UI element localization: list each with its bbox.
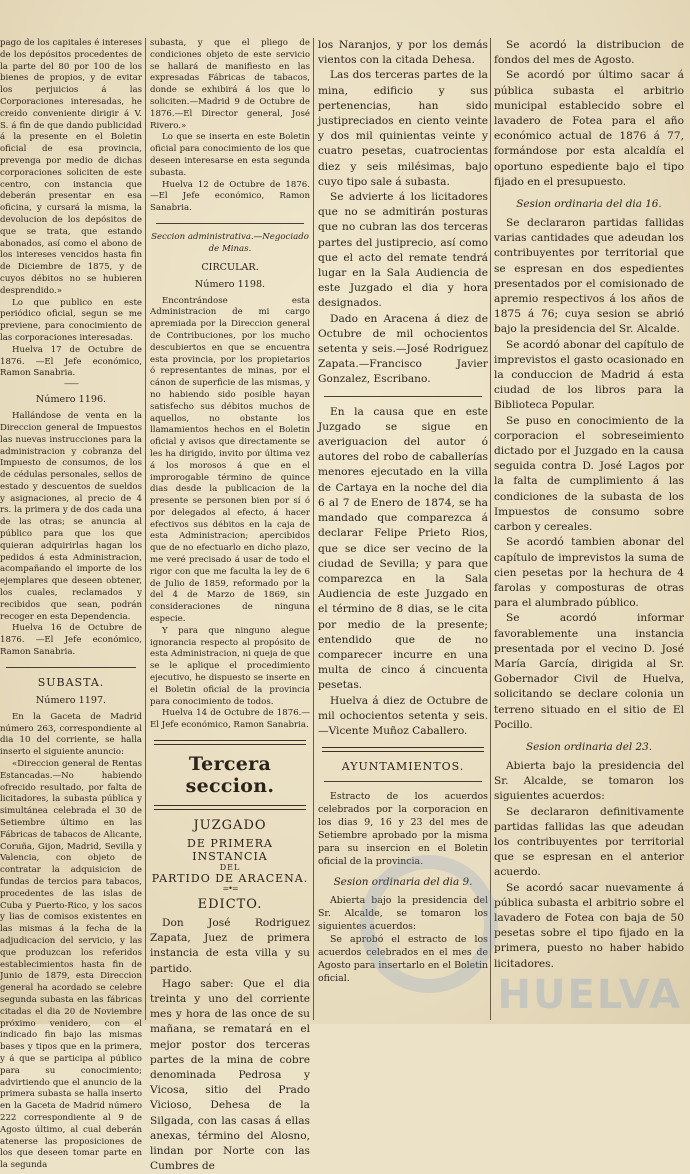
column-4 — [494, 38, 684, 1020]
signature-line: Huelva 14 de Octubre de 1876.— El Jefe económico, Ramon Sanabria. — [150, 708, 310, 731]
divider — [324, 396, 482, 397]
court-heading: DE PRIMERA INSTANCIA — [187, 837, 273, 864]
paragraph: Lo que publico en este periódico oficial, segun se me previene, para conocimiento de las corporaciones interesadas. — [0, 297, 142, 343]
section-heading: SUBASTA. — [37, 675, 105, 689]
paragraph: Se acordó por último sacar á pública subasta el arbitrio municipal establecido sobre el lavadero de Fotea para el año económico actual de 1876 á 77, formándose por esta alcaldía el oportuno espediente bajo el tipo fijado en el presupuesto. — [494, 69, 684, 188]
paragraph: Lo que se inserta en este Boletin oficial para conocimiento de los que deseen interesarse en esta segunda subasta. — [150, 132, 310, 178]
notice-number: Número 1198. — [194, 278, 266, 290]
paragraph: Se acordó informar favorablemente una instancia presentada por el vecino D. José María García, dirigida al Sr. Gobernador Civil de Huelva, solicitando se declare colonia un terreno situado en el sitio de El Pocillo. — [494, 612, 684, 731]
paragraph: Abierta bajo la presidencia del Sr. Alcalde, se tomaron los siguientes acuerdos: — [494, 759, 684, 803]
divider — [6, 667, 136, 668]
watermark-emblem — [360, 855, 498, 993]
paragraph: Se puso en conocimiento de la corporacion el sobreseimiento dictado por el Juzgado en la causa seguida contra D. José Lagos por la falta de cumplimiento á las condiciones de la subasta de los Impuestos de consumo sobre carbon y cereales. — [494, 414, 684, 534]
column-rule — [145, 38, 146, 1020]
paragraph: Se declararon partidas fallidas varias cantidades que adeudan los contribuyentes por territorial que se espresan en dos espedientes presentados por el comisionado de apremio respectivos á los años de 1875 á 76; cuya sesion se abrió bajo la presidencia del Sr. Alcalde. — [494, 217, 684, 336]
notice-number: Número 1197. — [35, 694, 107, 706]
section-heading: AYUNTAMIENTOS. — [341, 760, 465, 774]
circular-label: CIRCULAR. — [201, 261, 259, 273]
column-rule — [313, 38, 314, 1020]
paragraph: Y para que ninguno alegue ignorancia respecto al propósito de esta Administracion, ni queja de que se le aplique el procedimiento ejecutivo, he dispuesto se inserte en el Boletin oficial de la provincia para conocimiento de todos. — [150, 625, 310, 707]
paragraph: «Direccion general de Rentas Estancadas.—No habiendo ofrecido resultado, por falta de licitadores, la subasta pública y simultánea celebrada el 30 de Setiembre último en las Fábricas de tabacos de Alicante, Coruña, Gijon, Madrid, Sevilla y Valencia, con objeto de contratar la adquisicion de fundas de tercios para tabacos, procedentes de las islas de Cuba y Puerto-Rico, y los sacos y lias de comisos existentes en las mismas á la fecha de la adjudicacion del servicio, y las que produzcan los referidos establecimientos hasta fin de Junio de 1879, esta Direccion general ha acordado se celebre segunda subasta en las fábricas citadas el dia 20 de Noviembre próximo venidero, con el indicado fin bajo las mismas bases y tipos que en la primera, y á que se participa al público para su conocimiento; advirtiendo que el anuncio de la primera subasta se halla inserto en la Gaceta de Madrid número 222 correspondiente al 9 de Agosto último, al cual deberán atenerse las proposiciones de los que deseen tomar parte en la segunda — [0, 759, 142, 1171]
signature-line: Huelva 17 de Octubre de 1876. —El Jefe económico, Ramon Sanabria. — [0, 344, 142, 379]
double-divider — [154, 740, 306, 745]
section-subheading: Seccion administrativa.—Negociado de Minas. — [151, 231, 309, 254]
paragraph: pago de los capitales é intereses de los depósitos procedentes de la parte del 80 por 100 de los bienes de propios, y de evitar los perjuicios á las Corporaciones interesadas, he creido conveniente dirigir á V. S. á fin de que dando publicidad á la presente en el Boletin oficial de esa provincia, prevenga por medio de dichas corporaciones soliciten de este centro, con instancia que deberán presentar en esa oficina, y cursará la misma, la devolucion de los depósitos de que se trata, que estando abonados, así como el abono de los intereses vencidos hasta fin de Diciembre de 1875, y de cuyos débitos no se hubieren desprendido.» — [0, 38, 142, 296]
paragraph: Encontrándose esta Administracion de mi cargo apremiada por la Direccion general de Contribuciones, por los mucho descubiertos en que se encuentra esta provincia, por los propietarios ó representantes de minas, por el cánon de superficie de las mismas, y no habiendo sido posible hayan satisfecho sus débitos muchos de aquellos, no obstante los llamamientos hechos en el Boletin oficial y avisos que directamente se les ha dirigido, invito por última vez á los morosos á que en el improrogable término de quince dias desde la publicacion de la presente se personen bien por sí ó por delegados al efecto, á hacer efectivos sus débitos en la caja de esta Administracion; apercibidos que de no efectuarlo en dicho plazo, me veré precisado á usar de todo el rigor con que me faculta la ley de 6 de Julio de 1859, reformado por la del 4 de Marzo de 1869, sin consideraciones de ninguna especie. — [150, 295, 310, 625]
paragraph: Se acordó abonar del capítulo de imprevistos el gasto ocasionado en la conduccion de Madrid á esta ciudad de los libros para la Biblioteca Popular. — [494, 338, 684, 412]
separator: —— — [64, 379, 78, 389]
section-title: Tercera seccion. — [185, 753, 275, 798]
session-heading: Sesion ordinaria del dia 16. — [516, 198, 662, 211]
paragraph: Se acordó la distribucion de fondos del mes de Agosto. — [494, 39, 684, 67]
column-rule — [490, 38, 491, 1020]
divider — [324, 781, 482, 782]
session-heading: Sesion ordinaria del dia 9. — [333, 876, 473, 889]
column-1 — [0, 38, 142, 1171]
court-heading: JUZGADO — [193, 818, 267, 834]
paragraph: Don José Rodriguez Zapata, Juez de primera instancia de esta villa y su partido. — [150, 917, 310, 975]
signature-line: Huelva 12 de Octubre de 1876. —El Jefe económico, Ramon Sanabria. — [150, 179, 310, 214]
edict-heading: EDICTO. — [197, 897, 263, 913]
court-heading: DEL — [219, 863, 241, 873]
paragraph: Dado en Aracena á diez de Octubre de mil ochocientos setenta y seis.—José Rodriguez Zapata.—Francisco Javier Gonzalez, Escribano. — [318, 312, 488, 386]
paragraph: los Naranjos, y por los demás vientos con la citada Dehesa. — [318, 39, 488, 67]
paragraph: Las dos terceras partes de la mina, edificio y sus pertenencias, han sido justipreciados en ciento veinte y dos mil quinientas veinte y cuatro pesetas, cuatrocientas diez y seis milésimas, bajo cuyo tipo sale á subasta. — [318, 69, 488, 188]
court-heading: PARTIDO DE ARACENA. — [151, 872, 309, 886]
paragraph: Abierta bajo la presidencia del Sr. Alcalde, se tomaron los siguientes acuerdos: — [318, 895, 488, 933]
watermark: HUELVA — [497, 972, 682, 1018]
double-divider — [322, 747, 484, 752]
paragraph: Hallándose de venta en la Direccion general de Impuestos las nuevas instrucciones para la administracion y cobranza del Impuesto de consumos, de los de cédulas personales, sellos de estado y descuentos de sueldos y asignaciones, al precio de 4 rs. la primera y de dos cada una de las otras; se anuncia al público para que los que quieran adquirirlas hagan los pedidos á esta Administracion, acompañando el importe de los ejemplares que deseen obtener, los cuales, reclamados y recibidos que sean, podrán recoger en esta Dependencia. — [0, 411, 142, 622]
notice-number: Número 1196. — [35, 394, 107, 406]
paragraph: Se aprobó el estracto de los acuerdos celebrados en el mes de Agosto para insertarlo en el Boletin oficial. — [318, 934, 488, 985]
session-heading: Sesion ordinaria del 23. — [526, 740, 652, 753]
paragraph: subasta, y que el pliego de condiciones objeto de este servicio se hallará de manifiesto en las expresadas Fábricas de tabacos, donde se exhibirá á los que lo soliciten.—Madrid 9 de Octubre de 1876.—El Director general, José Rivero.» — [150, 38, 310, 131]
signature-line: Huelva 16 de Octubre de 1876. —El Jefe económico, Ramon Sanabria. — [0, 623, 142, 658]
divider — [156, 223, 304, 224]
paragraph: En la causa que en este Juzgado se sigue en averiguacion del autor ó autores del robo de caballerías menores ejecutado en la villa de Cartaya en la noche del dia 6 al 7 de Enero de 1874, se ha mandado que comparezca á declarar Felipe Prieto Rios, que se dice ser vecino de la ciudad de Sevilla; y para que comparezca en la Sala Audiencia de este Juzgado en el término de 8 dias, se le cita por medio de la presente; entendido que de no comparecer incurre en una multa de cinco á cincuenta pesetas. — [318, 405, 488, 692]
paragraph: Estracto de los acuerdos celebrados por la corporacion en los dias 9, 16 y 23 del mes de Setiembre aprobado por la misma para su insercion en el Boletin oficial de la provincia. — [318, 791, 488, 868]
paragraph: Se acordó tambien abonar del capítulo de imprevistos la suma de cien pesetas por la hechura de 4 farolas y composturas de otras para el alumbrado público. — [494, 536, 684, 610]
column-2 — [150, 38, 310, 1173]
paragraph: Hago saber: Que el dia treinta y uno del corriente mes y hora de las once de su mañana, se rematará en el mejor postor dos terceras partes de la mina de cobre denominada Pedrosa y Vicosa, sitio del Prado Vicioso, Dehesa de la Silgada, con las casas á ellas anexas, término del Alosno, lindan por Norte con las Cumbres de — [150, 977, 310, 1173]
paragraph: Huelva á diez de Octubre de mil ochocientos setenta y seis.—Vicente Muñoz Caballero. — [318, 694, 488, 737]
paragraph: Se advierte á los licitadores que no se admitirán posturas que no cubran las dos terceras partes del justiprecio, así como que el acto del remate tendrá lugar en la Sala Audiencia de este Juzgado el dia y hora designados. — [318, 191, 488, 310]
double-divider — [154, 805, 306, 810]
paragraph: Se acordó sacar nuevamente á pública subasta el arbitrio sobre el lavadero de Fotea con baja de 50 pesetas sobre el tipo fijado en la primera, puesto no haber habido licitadores. — [494, 881, 684, 970]
separator: =•= — [222, 884, 238, 894]
paragraph: Se declararon definitivamente partidas fallidas las que adeudan los contribuyentes por territorial que se espresan en el anterior acuerdo. — [494, 805, 684, 879]
paragraph: En la Gaceta de Madrid número 263, correspondiente al dia 10 del corriente, se halla inserto el siguiente anuncio: — [0, 711, 142, 758]
